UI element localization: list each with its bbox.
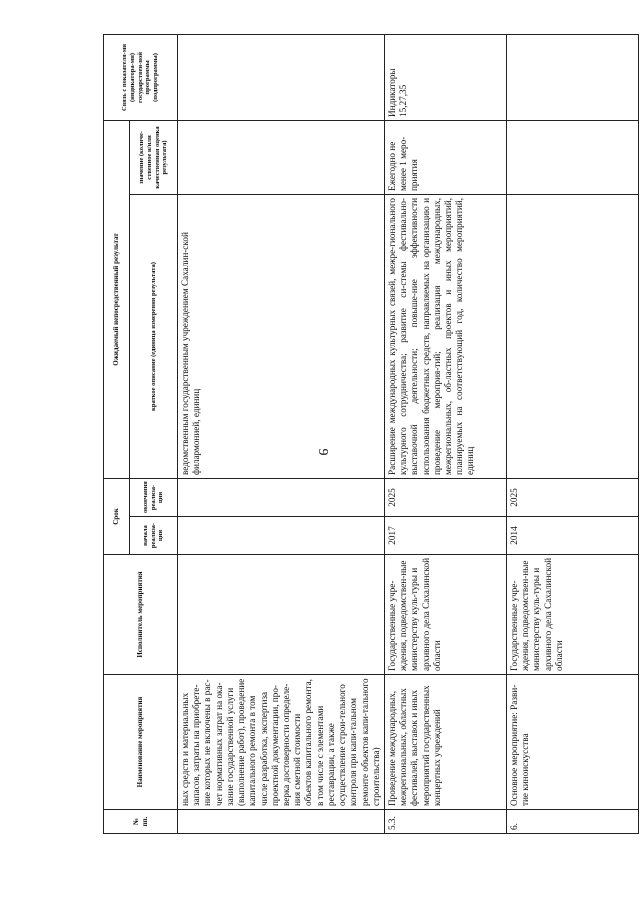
header-result-desc: краткое описание (единица измерения результата) xyxy=(130,194,178,478)
header-result-value: значение (количе-ственное и/или качественная оценка результата) xyxy=(130,120,178,194)
cell-name: Проведение международных, межрегиональных, областных фестивалей, выставок и иных мероприятий государственных концертных учреждений xyxy=(384,675,506,810)
header-link: Связь с показателя-ми (индикатора-ми) государствен-ной программы (подпрограммы) xyxy=(104,34,178,120)
header-result: Ожидаемый непосредственный результат xyxy=(104,120,130,478)
header-executor: Исполнитель мероприятия xyxy=(104,555,178,675)
cell-link xyxy=(178,34,385,120)
cell-num: 6. xyxy=(506,810,638,834)
cell-value xyxy=(506,120,638,194)
cell-value xyxy=(178,120,385,194)
cell-num: 5.3. xyxy=(384,810,506,834)
cell-value: Ежегодно не менее 1 меро-приятия xyxy=(384,120,506,194)
cell-desc: ведомственным государственным учреждением Сахалин-ской филармонией, единиц xyxy=(178,194,385,478)
header-name: Наименование мероприятия xyxy=(104,675,178,810)
header-num: № пп. xyxy=(104,810,178,834)
cell-desc: Расширение международных культурных связей, межре-гионального культурного сотрудничества; развитие си-стемы фестивально-выставочной деятельности; повыше-ние эффективности использования бюджетных средств, направляемых на организацию и проведение мероприя-тий; реализация международных, межрегиональных, об-ластных проектов и иных мероприятий, планируемых на соответствующий год, количество мероприятий, единиц xyxy=(384,194,506,478)
rotated-table-wrapper xyxy=(103,35,636,834)
cell-executor: Государственные учре-ждения, подведомствен-ные министерству куль-туры и архивного дела Сахалинской области xyxy=(384,555,506,675)
cell-num xyxy=(178,810,385,834)
cell-start xyxy=(178,517,385,555)
table-row xyxy=(384,34,506,833)
header-term-start: начала реализа-ции xyxy=(130,517,178,555)
cell-desc xyxy=(506,194,638,478)
cell-link: Индикаторы 15,27,35 xyxy=(384,34,506,120)
cell-executor: Государственные учре-ждения, подведомствен-ные министерству куль-туры и архивного дела Сахалинской области xyxy=(506,555,638,675)
measures-table xyxy=(103,34,639,834)
cell-end: 2025 xyxy=(384,478,506,516)
table-row xyxy=(506,34,638,833)
cell-name: ных средств и материальных запасов, затраты на приобрете-ние которых не включены в рас-чет нормативных затрат на ока-зание государственной услуги (выполнение работ), проведение капитального ремонта в том числе разработка, экспертиза проектной документации, про-верка достоверности определе-ния сметной стоимости объектов капитального ремонта, в том числе с элементами реставрации, а также осуществление строи-тельного контроля при капи-тальном ремонте объектов капи-тального строительства) xyxy=(178,675,385,810)
cell-name: Основное мероприятие: Разви-тие киноискусства xyxy=(506,675,638,810)
cell-end: 2025 xyxy=(506,478,638,516)
page-number: 9 xyxy=(315,448,330,456)
cell-end xyxy=(178,478,385,516)
cell-start: 2014 xyxy=(506,517,638,555)
cell-link xyxy=(506,34,638,120)
cell-executor xyxy=(178,555,385,675)
header-term-end: окончания реализа-ции xyxy=(130,478,178,516)
table-row xyxy=(178,34,385,833)
header-term: Срок xyxy=(104,478,130,554)
cell-start: 2017 xyxy=(384,517,506,555)
